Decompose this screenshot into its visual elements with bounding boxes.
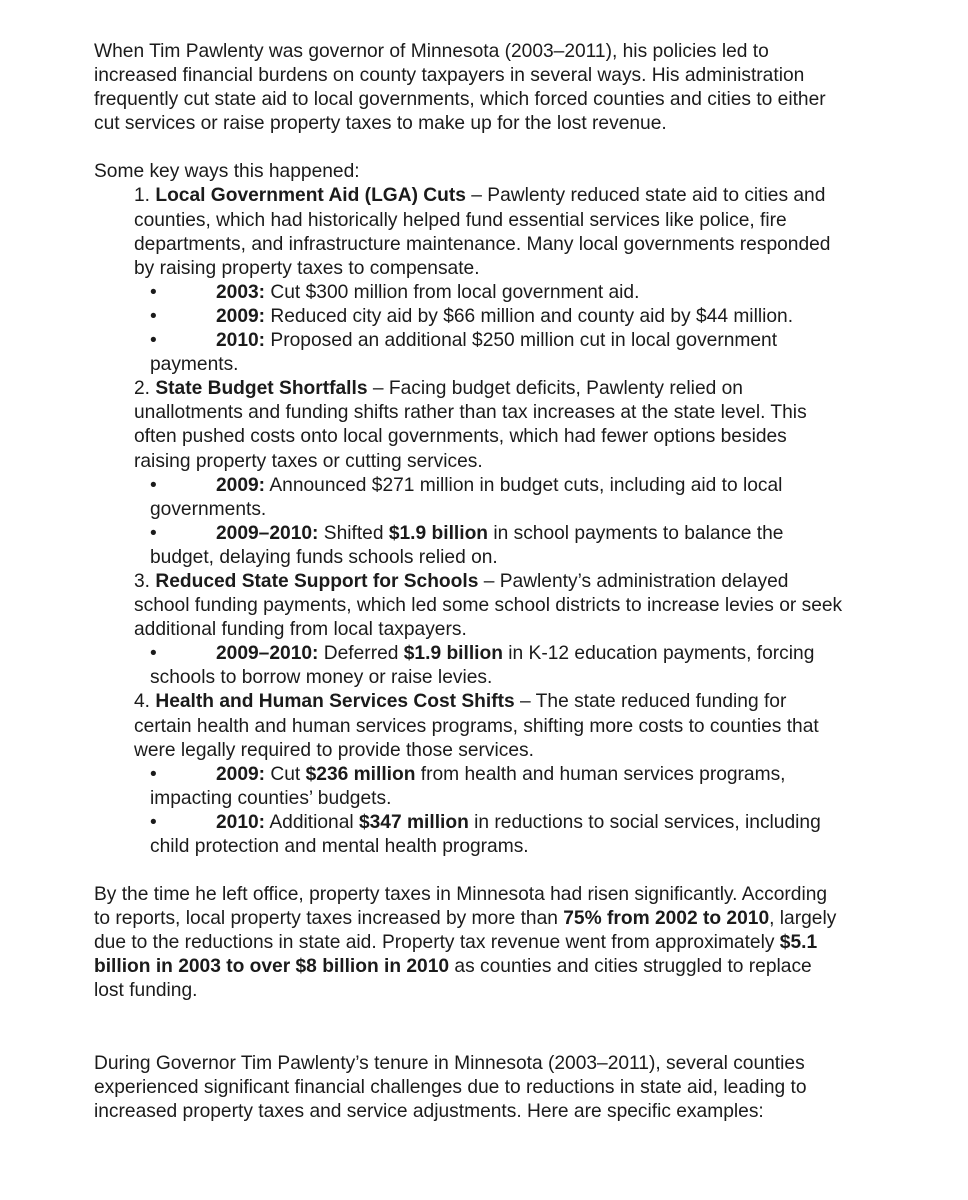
bullet-icon: •: [150, 643, 157, 665]
bullet-item: • 2009: Cut $236 million from health and human services programs, impacting counties’ budgets.: [150, 763, 786, 809]
intro-paragraph: When Tim Pawlenty was governor of Minnesota (2003–2011), his policies led to increased financial burdens on county taxpayers in several ways. His administration frequently cut state aid to local governments, which forced counties and cities to either cut services or raise property taxes to make up for the lost revenue.: [94, 41, 826, 135]
closing-paragraph: During Governor Tim Pawlenty’s tenure in Minnesota (2003–2011), several counties experienced significant financial challenges due to reductions in state aid, leading to increased property taxes and service adjustments. Here are specific examples:: [94, 1052, 807, 1122]
item-heading: Local Government Aid (LGA) Cuts: [155, 185, 466, 207]
list-item-school-support: 3. Reduced State Support for Schools – Pawlenty’s administration delayed school funding payments, which led some school districts to increase levies or seek additional funding from local taxpayers.: [134, 570, 843, 641]
list-item-hhs-cost-shifts: 4. Health and Human Services Cost Shifts – The state reduced funding for certain health and human services programs, shifting more costs to counties that were legally required to provide those services.: [134, 691, 819, 761]
item-heading: State Budget Shortfalls: [155, 378, 368, 400]
bullet-icon: •: [150, 330, 157, 352]
bullet-icon: •: [150, 522, 157, 544]
bullet-icon: •: [150, 763, 157, 785]
bullet-item: • 2009–2010: Deferred $1.9 billion in K-12 education payments, forcing schools to borrow money or raise levies.: [150, 643, 815, 689]
bullet-item: • 2009: Announced $271 million in budget cuts, including aid to local governments.: [150, 474, 783, 520]
bullet-icon: •: [150, 281, 157, 303]
bullet-icon: •: [150, 474, 157, 496]
item-heading: Reduced State Support for Schools: [155, 570, 479, 592]
bullet-icon: •: [150, 811, 157, 833]
bullet-item: • 2009: Reduced city aid by $66 million and county aid by $44 million.: [150, 305, 899, 329]
list-item-lga-cuts: 1. Local Government Aid (LGA) Cuts – Pawlenty reduced state aid to cities and counties, which had historically helped fund essential services like police, fire departments, and infrastructure maintenance. Many local governments responded by raising property taxes to compensate.: [134, 185, 831, 279]
key-ways-heading: Some key ways this happened:: [94, 161, 360, 183]
bullet-item: • 2010: Proposed an additional $250 million cut in local government payments.: [150, 330, 778, 376]
bullet-item: • 2010: Additional $347 million in reductions to social services, including child protection and mental health programs.: [150, 811, 821, 857]
bullet-item: • 2003: Cut $300 million from local government aid.: [150, 281, 899, 305]
list-item-budget-shortfalls: 2. State Budget Shortfalls – Facing budget deficits, Pawlenty relied on unallotments and funding shifts rather than tax increases at the state level. This often pushed costs onto local governments, which had fewer options besides raising property taxes or cutting services.: [134, 378, 807, 472]
outcome-paragraph: By the time he left office, property taxes in Minnesota had risen significantly. According to reports, local property taxes increased by more than 75% from 2002 to 2010, largely due to the reductions in state aid. Property tax revenue went from approximately $5.1 billion in 2003 to over $8 billion in 2010 as counties and cities struggled to replace lost funding.: [94, 884, 837, 1002]
bullet-item: • 2009–2010: Shifted $1.9 billion in school payments to balance the budget, delaying funds schools relied on.: [150, 522, 784, 568]
item-heading: Health and Human Services Cost Shifts: [155, 691, 515, 713]
bullet-icon: •: [150, 305, 157, 327]
